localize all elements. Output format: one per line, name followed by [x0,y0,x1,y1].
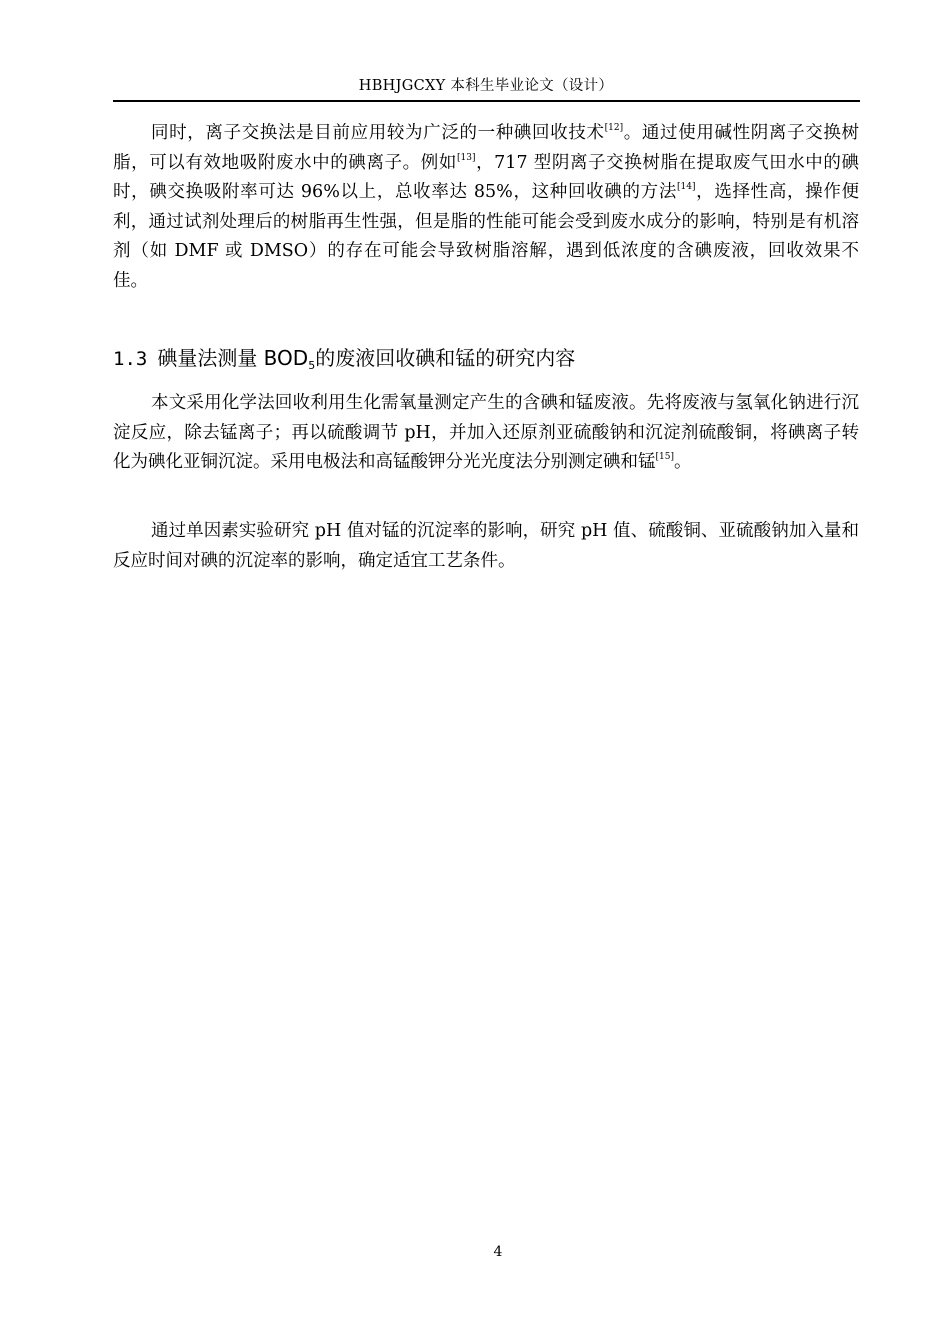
page-header: HBHJGCXY 本科生毕业论文（设计） [358,78,614,94]
page-number: 4 [493,1244,503,1260]
citation-ref: [12] [604,123,624,133]
citation-ref: [14] [677,182,696,192]
paragraph-text: 本文采用化学法回收利用生化需氧量测定产生的含碘和锰废液。先将废液与氢氧化钠进行沉淀反应，除去锰离子；再以硫酸调节 pH，并加入还原剂亚硫酸钠和沉淀剂硫酸铜，将碘离子转化为碘化亚铜沉淀。采用电极法和高锰酸钾分光光度法分别测定碘和锰 [113,393,859,472]
paragraph-text: 。通过使用碱性阴离子交换树脂，可以有效地吸附废水中的碘离子。例如 [113,123,860,173]
section-title-rest: 的废液回收碘和锰的研究内容 [315,346,576,370]
section-title-subscript: 5 [308,359,316,372]
paragraph-text: 同时，离子交换法是目前应用较为广泛的一种碘回收技术 [151,123,605,143]
paragraph-text: ，717 型阴离子交换树脂在提取废气田水中的碘时，碘交换吸附率可达 96%以上，总收率达 85%，这种回收碘的方法 [113,152,860,202]
paragraph-ion-exchange [113,119,859,296]
paragraph-method [113,389,859,478]
citation-ref: [13] [456,152,476,163]
header-divider [113,100,860,102]
paragraph-experiment [113,517,859,576]
section-title: 碘量法测量 BOD [157,346,309,370]
paragraph-text: ，选择性高，操作便利，通过试剂处理后的树脂再生性强，但是脂的性能可能会受到废水成分的影响，特别是有机溶剂（如 DMF 或 DMSO）的存在可能会导致树脂溶解，遇到低浓度的含碘废液，回收效果不佳。 [113,182,860,291]
paragraph-text: 。 [673,452,692,472]
citation-ref: [15] [655,452,674,462]
section-number: 1.3 [113,348,148,370]
paragraph-text: 通过单因素实验研究 pH 值对锰的沉淀率的影响，研究 pH 值、硫酸铜、亚硫酸钠加入量和反应时间对碘的沉淀率的影响，确定适宜工艺条件。 [113,521,859,571]
section-heading [113,344,575,373]
